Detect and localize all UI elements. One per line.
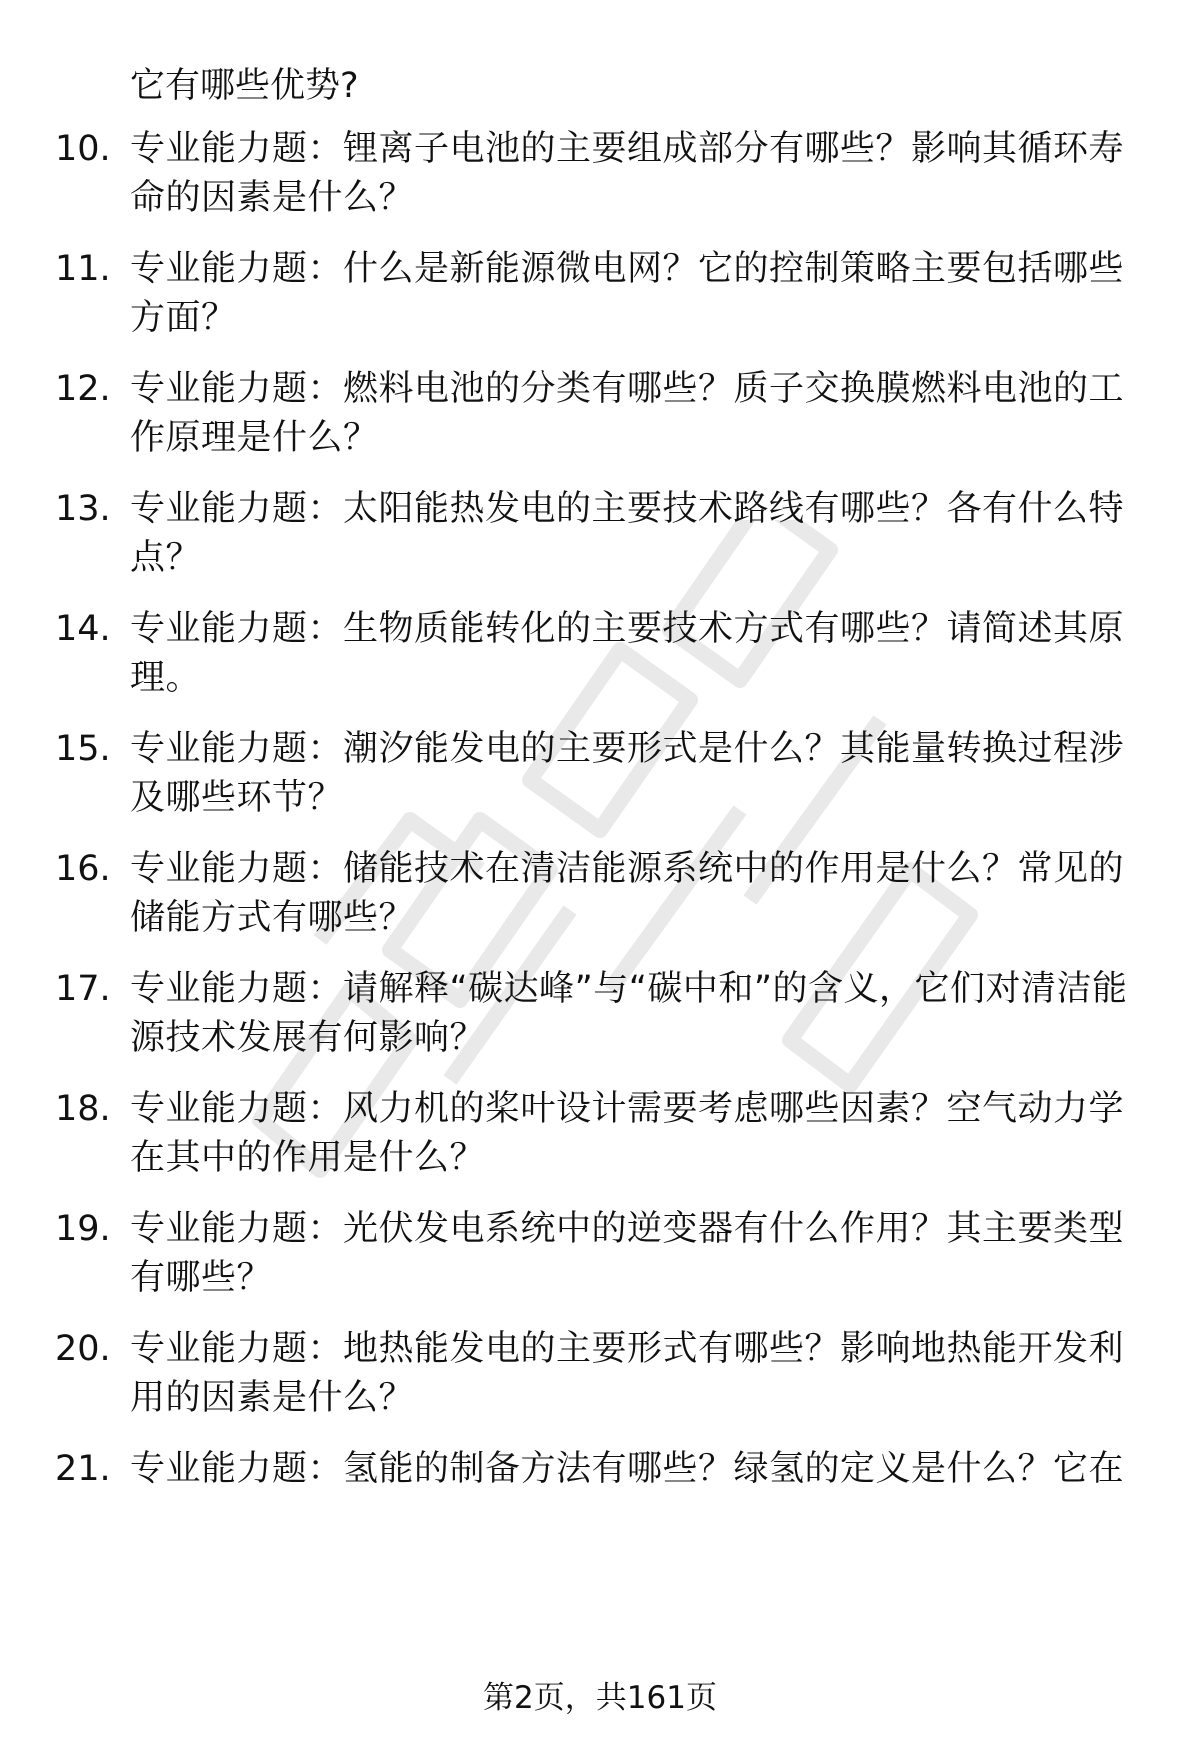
question-text: 专业能力题：氢能的制备方法有哪些？绿氢的定义是什么？它在	[130, 1449, 1125, 1489]
question-number: 16.	[55, 849, 111, 889]
question-number: 20.	[55, 1329, 111, 1369]
question-number: 12.	[55, 369, 111, 409]
question-text: 专业能力题：生物质能转化的主要技术方式有哪些？请简述其原理。	[130, 609, 1125, 698]
question-number: 10.	[55, 129, 111, 169]
question-text: 专业能力题：储能技术在清洁能源系统中的作用是什么？常见的储能方式有哪些？	[130, 849, 1125, 938]
question-text: 专业能力题：光伏发电系统中的逆变器有什么作用？其主要类型有哪些？	[130, 1209, 1125, 1298]
question-text: 专业能力题：锂离子电池的主要组成部分有哪些？影响其循环寿命的因素是什么？	[130, 129, 1125, 218]
question-text: 专业能力题：请解释“碳达峰”与“碳中和”的含义，它们对清洁能源技术发展有何影响？	[130, 969, 1128, 1058]
question-number: 13.	[55, 489, 111, 529]
question-number: 14.	[55, 609, 111, 649]
question-text: 专业能力题：什么是新能源微电网？它的控制策略主要包括哪些方面？	[130, 249, 1125, 338]
continued-line: 它有哪些优势?	[130, 66, 359, 106]
question-text: 专业能力题：太阳能热发电的主要技术路线有哪些？各有什么特点？	[130, 489, 1125, 578]
question-text: 专业能力题：燃料电池的分类有哪些？质子交换膜燃料电池的工作原理是什么？	[130, 369, 1125, 458]
page-number: 第2页，共161页	[483, 1680, 717, 1716]
question-text: 专业能力题：潮汐能发电的主要形式是什么？其能量转换过程涉及哪些环节？	[130, 729, 1125, 818]
question-number: 15.	[55, 729, 111, 769]
question-number: 21.	[55, 1449, 111, 1489]
question-number: 11.	[55, 249, 111, 289]
question-number: 17.	[55, 969, 111, 1009]
question-text: 专业能力题：地热能发电的主要形式有哪些？影响地热能开发利用的因素是什么？	[130, 1329, 1125, 1418]
question-text: 专业能力题：风力机的桨叶设计需要考虑哪些因素？空气动力学在其中的作用是什么？	[130, 1089, 1125, 1178]
question-number: 18.	[55, 1089, 111, 1129]
question-number: 19.	[55, 1209, 111, 1249]
